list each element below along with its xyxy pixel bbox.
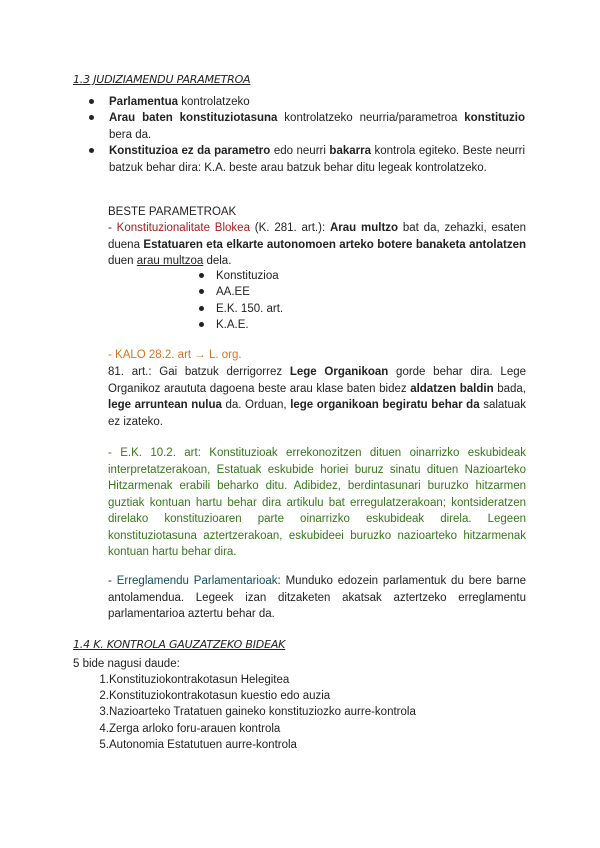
bullet-konstituzioa-ez: Konstituzioa ez da parametro edo neurri bakarra kontrola egiteko. Beste neurri batzuk behar dira: K.A. beste arau batzuk behar ditu legeak kontrolatzeko. (109, 143, 525, 176)
list-number: 2. (99, 690, 109, 702)
section-intro: 5 bide nagusi daude: (73, 658, 180, 670)
list-item: Autonomia Estatutuen aurre-kontrola (109, 739, 297, 751)
list-number: 4. (99, 723, 109, 735)
bullet-arau-baten: Arau baten konstituziotasuna kontrolatzeko neurria/parametroa konstituzio bera da. (109, 110, 525, 143)
section-heading-1-4: 1.4 K. KONTROLA GAUZATZEKO BIDEAK (73, 638, 286, 651)
erreglamendu-label: Erreglamendu Parlamentarioak (116, 575, 278, 587)
list-number: 5. (99, 739, 109, 751)
sub-item: Konstituzioa (216, 268, 279, 285)
erreglamendu-paragraph: - Erreglamendu Parlamentarioak: Munduko edozein parlamentuk du bere barne antolamendua. Legeek izan ditzaketen akatsak aztertzeko erreglamentu parlamentarioa aztertu behar da. (108, 575, 527, 620)
list-item: Nazioarteko Tratatuen gaineko konstituziozko aurre-kontrola (109, 706, 416, 718)
list-item: Konstituziokontrakotasun Helegitea (109, 674, 290, 686)
list-item: Zerga arloko foru-arauen kontrola (109, 723, 281, 735)
kalo-paragraph: 81. art.: Gai batzuk derrigorrez Lege Organikoan gorde behar dira. Lege Organikoz araututa dagoena beste arau klase baten bidez aldatzen baldin bada, lege arruntean nulua da. Orduan, lege organikoan begiratu behar da salatuak ez izateko. (108, 366, 527, 428)
ek-paragraph: - E.K. 10.2. art: Konstituzioak errekonozitzen dituen oinarrizko eskubideak interpretatzerakoan, Estatuak eskubide horiei buruz sinatu dituen Nazioarteko Hitzarmenak erabili beharko ditu. Adibidez, berdintasunari buruzko hitzarmen guztiak kontuan hartu behar dira artikulu bat erregulatzerakoan; kontsideratzen direlako konstituzioaren parte oinarrizko eskubideak direla. Legeen konstituziotasuna aztertzerakoan, eskubideei buruzko nazioarteko hitzarmenak kontuan hartu behar dira. (108, 447, 526, 558)
sub-item: AA.EE (216, 284, 250, 301)
list-item: Konstituziokontrakotasun kuestio edo auzia (109, 690, 331, 702)
section-heading-1-3: 1.3 JUDIZIAMENDU PARAMETROA (73, 73, 251, 86)
bullet-parlamentua: Parlamentua kontrolatzeko (109, 94, 525, 111)
sub-item: E.K. 150. art. (216, 301, 283, 318)
sub-item: K.A.E. (216, 317, 249, 334)
list-number: 3. (99, 706, 109, 718)
bloque-label: Konstituzionalitate Blokea (116, 222, 250, 234)
kalo-heading: - KALO 28.2. art → L. org. (108, 349, 242, 361)
list-number: 1. (99, 674, 109, 686)
beste-parametroak-title: BESTE PARAMETROAK (108, 206, 237, 218)
bloque-paragraph: - Konstituzionalitate Blokea (K. 281. art.): Arau multzo bat da, zehazki, esaten duena Estatuaren eta elkarte autonomoen arteko botere banaketa antolatzen duen arau multzoa dela. (108, 222, 527, 267)
